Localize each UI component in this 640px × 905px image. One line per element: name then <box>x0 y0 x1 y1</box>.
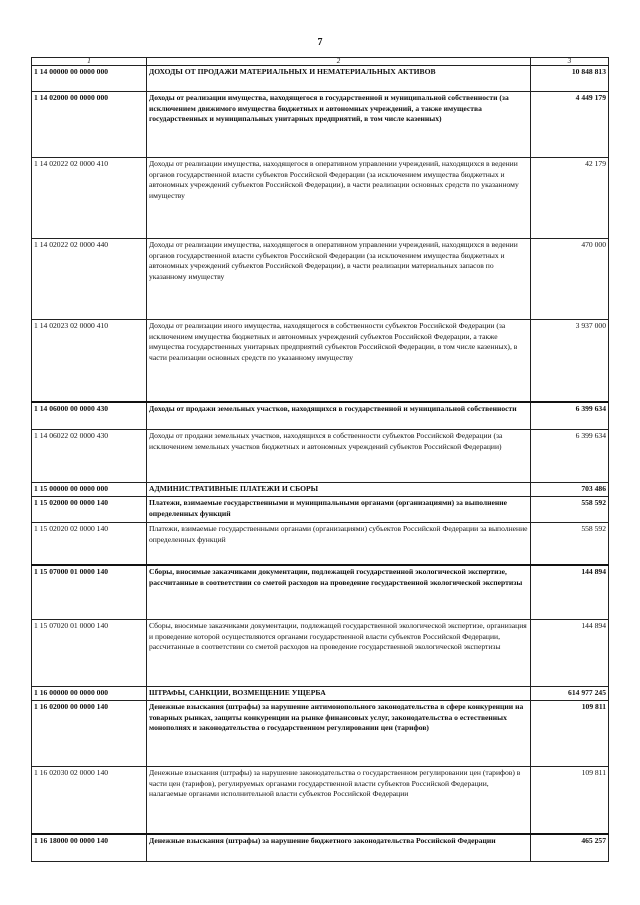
classification-code-cell: 1 14 02022 02 0000 410 <box>32 158 147 239</box>
classification-code-cell: 1 15 00000 00 0000 000 <box>32 483 147 497</box>
table-row <box>32 430 609 483</box>
amount-cell: 6 399 634 <box>531 430 609 483</box>
column-number-2: 2 <box>147 58 531 66</box>
amount-cell: 4 449 179 <box>531 92 609 158</box>
amount-cell: 465 257 <box>531 834 609 862</box>
revenue-name-cell: Доходы от продажи земельных участков, находящихся в собственности субъектов Российской Федерации (за исключением земельных участков бюджетных и автономных учреждений субъектов Российской Федерации) <box>147 430 531 483</box>
classification-code-cell: 1 16 18000 00 0000 140 <box>32 834 147 862</box>
revenue-name-cell: ШТРАФЫ, САНКЦИИ, ВОЗМЕЩЕНИЕ УЩЕРБА <box>147 687 531 701</box>
classification-code-cell: 1 16 00000 00 0000 000 <box>32 687 147 701</box>
table-row <box>32 523 609 566</box>
classification-code-cell: 1 14 06022 02 0000 430 <box>32 430 147 483</box>
amount-cell: 614 977 245 <box>531 687 609 701</box>
table-row <box>32 565 609 620</box>
revenue-name-cell: Доходы от реализации имущества, находящегося в государственной и муниципальной собственности (за исключением движимого имущества бюджетных и автономных учреждений, а также имущества государственных и муниципальных унитарных предприятий, в том числе казенных) <box>147 92 531 158</box>
amount-cell: 3 937 000 <box>531 320 609 403</box>
table-row <box>32 66 609 92</box>
revenue-name-cell: Доходы от продажи земельных участков, находящихся в государственной и муниципальной собственности <box>147 402 531 430</box>
classification-code-cell: 1 14 02022 02 0000 440 <box>32 239 147 320</box>
table-row <box>32 158 609 239</box>
amount-cell: 6 399 634 <box>531 402 609 430</box>
table-row <box>32 92 609 158</box>
revenue-name-cell: Доходы от реализации имущества, находящегося в оперативном управлении учреждений, находящихся в ведении органов государственной власти субъектов Российской Федерации (за исключением имущества бюджетных и автономных учреждений субъектов Российской Федерации), в части реализации основных средств по указанному имуществу <box>147 158 531 239</box>
amount-cell: 703 486 <box>531 483 609 497</box>
table-row <box>32 239 609 320</box>
table-row <box>32 767 609 835</box>
amount-cell: 10 848 813 <box>531 66 609 92</box>
revenue-name-cell: ДОХОДЫ ОТ ПРОДАЖИ МАТЕРИАЛЬНЫХ И НЕМАТЕРИАЛЬНЫХ АКТИВОВ <box>147 66 531 92</box>
revenue-name-cell: Платежи, взимаемые государственными органами (организациями) субъектов Российской Федерации за выполнение определенных функций <box>147 523 531 566</box>
table-row <box>32 687 609 701</box>
classification-code-cell: 1 14 02000 00 0000 000 <box>32 92 147 158</box>
amount-cell: 558 592 <box>531 523 609 566</box>
revenue-name-cell: АДМИНИСТРАТИВНЫЕ ПЛАТЕЖИ И СБОРЫ <box>147 483 531 497</box>
classification-code-cell: 1 14 06000 00 0000 430 <box>32 402 147 430</box>
amount-cell: 42 179 <box>531 158 609 239</box>
amount-cell: 109 811 <box>531 701 609 767</box>
column-number-1: 1 <box>32 58 147 66</box>
amount-cell: 109 811 <box>531 767 609 835</box>
classification-code-cell: 1 15 07020 01 0000 140 <box>32 620 147 687</box>
table-row <box>32 402 609 430</box>
classification-code-cell: 1 16 02000 00 0000 140 <box>32 701 147 767</box>
revenue-name-cell: Платежи, взимаемые государственными и муниципальными органами (организациями) за выполнение определенных функций <box>147 497 531 523</box>
classification-code-cell: 1 15 02020 02 0000 140 <box>32 523 147 566</box>
table-row <box>32 497 609 523</box>
revenue-name-cell: Доходы от реализации имущества, находящегося в оперативном управлении учреждений, находящихся в ведении органов государственной власти субъектов Российской Федерации (за исключением имущества бюджетных и автономных учреждений субъектов Российской Федерации), в части реализации материальных запасов по указанному имуществу <box>147 239 531 320</box>
classification-code-cell: 1 15 02000 00 0000 140 <box>32 497 147 523</box>
revenue-name-cell: Денежные взыскания (штрафы) за нарушение антимонопольного законодательства в сфере конкуренции на товарных рынках, защиты конкуренции на рынке финансовых услуг, законодательства о естественных монополиях и законодательства о государственном регулировании цен (тарифов) <box>147 701 531 767</box>
table-row <box>32 701 609 767</box>
classification-code-cell: 1 14 02023 02 0000 410 <box>32 320 147 403</box>
table-row <box>32 620 609 687</box>
revenue-name-cell: Денежные взыскания (штрафы) за нарушение бюджетного законодательства Российской Федерации <box>147 834 531 862</box>
column-number-3: 3 <box>531 58 609 66</box>
page-number: 7 <box>317 37 323 48</box>
amount-cell: 558 592 <box>531 497 609 523</box>
table-row <box>32 834 609 862</box>
revenue-name-cell: Сборы, вносимые заказчиками документации, подлежащей государственной экологической экспертизе, организация и проведение которой осуществляются органами государственной власти субъектов Российской Федерации, рассчитанные в соответствии со сметой расходов на проведение государственной экологической экспертизы <box>147 620 531 687</box>
table-header-row <box>32 58 609 66</box>
revenue-name-cell: Сборы, вносимые заказчиками документации, подлежащей государственной экологической экспертизе, рассчитанные в соответствии со сметой расходов на проведение государственной экологической экспертизы <box>147 565 531 620</box>
budget-revenue-table <box>31 57 609 862</box>
table-row <box>32 483 609 497</box>
revenue-name-cell: Денежные взыскания (штрафы) за нарушение законодательства о государственном регулировании цен (тарифов) в части цен (тарифов), регулируемых органами государственной власти субъектов Российской Федерации, налагаемые органами исполнительной власти субъектов Российской Федерации <box>147 767 531 835</box>
table-row <box>32 320 609 403</box>
classification-code-cell: 1 16 02030 02 0000 140 <box>32 767 147 835</box>
revenue-name-cell: Доходы от реализации иного имущества, находящегося в собственности субъектов Российской Федерации (за исключением имущества бюджетных и автономных учреждений субъектов Российской Федерации, а также имущества государственных унитарных предприятий субъектов Российской Федерации, в том числе казенных), в части реализации основных средств по указанному имуществу <box>147 320 531 403</box>
classification-code-cell: 1 15 07000 01 0000 140 <box>32 565 147 620</box>
classification-code-cell: 1 14 00000 00 0000 000 <box>32 66 147 92</box>
table-body <box>32 58 609 862</box>
amount-cell: 470 000 <box>531 239 609 320</box>
amount-cell: 144 894 <box>531 565 609 620</box>
amount-cell: 144 894 <box>531 620 609 687</box>
